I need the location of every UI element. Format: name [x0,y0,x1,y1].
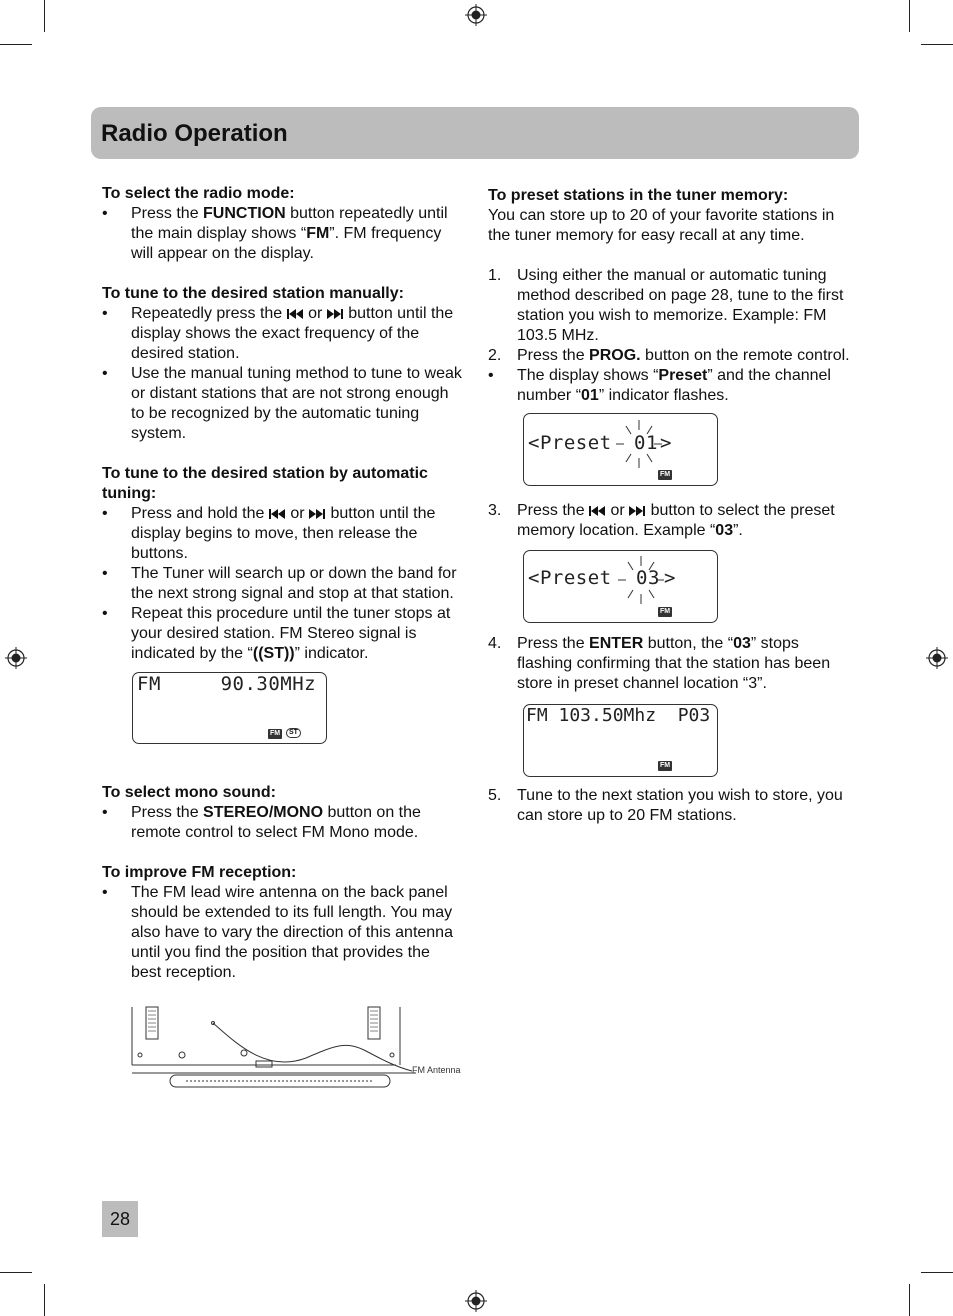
list-item: • The Tuner will search up or down the band for the next strong signal and stop at that station. [102,565,457,602]
skip-forward-icon [327,309,344,319]
list-item: • Press the FUNCTION button repeatedly until the main display shows “FM”. FM frequency will appear on the display. [102,205,448,262]
skip-forward-icon [629,506,646,516]
page-number: 28 [102,1201,138,1237]
right-column [488,184,850,826]
crop-mark [0,1272,32,1273]
lcd-text: FM 103.50Mhz P03 [526,705,711,726]
step-3: 3. Press the or button to select the preset memory location. Example “03”. [488,502,835,539]
section-heading: To improve FM reception: [102,864,297,881]
lcd-text: > [660,432,672,454]
skip-back-icon [589,506,606,516]
skip-forward-icon [309,509,326,519]
lcd-display-preset-03 [523,550,718,623]
crop-mark [44,0,45,32]
lcd-display-fm [132,672,327,744]
crop-mark [921,44,953,45]
section-heading: To preset stations in the tuner memory: [488,187,789,204]
lcd-text: <Preset [528,432,612,454]
registration-mark-icon [465,4,487,26]
antenna-label: FM Antenna [412,1065,461,1075]
page-title: Radio Operation [101,120,288,147]
step-4: 4. Press the ENTER button, the “03” stops flashing confirming that the station has been store in preset channel location “3”. [488,635,831,692]
crop-mark [909,1284,910,1316]
fm-indicator: FM [660,762,671,769]
skip-back-icon [287,309,304,319]
list-item: • The FM lead wire antenna on the back panel should be extended to its full length. You may also have to vary the direction of this antenna until you find the position that provides the best reception. [102,884,453,981]
lcd-text: <Preset [528,567,612,589]
stereo-indicator: ST [286,728,301,738]
lcd-channel-number: 01 [634,432,658,454]
registration-mark-icon [926,647,948,669]
lcd-text: > [664,567,676,589]
list-item: • Press and hold the or button until the display begins to move, then release the buttons. [102,505,436,562]
lcd-channel-number: 03 [636,567,660,589]
crop-mark [921,1272,953,1273]
antenna-illustration [126,1003,464,1098]
section-heading: To tune to the desired station by automatic tuning: [102,465,428,502]
crop-mark [44,1284,45,1316]
crop-mark [909,0,910,32]
left-column [102,184,464,983]
step-2: 2. Press the PROG. button on the remote control. [488,347,850,364]
registration-mark-icon [5,647,27,669]
lcd-display-preset-01 [523,413,718,486]
section-heading: To select the radio mode: [102,185,295,202]
list-item: • Press the STEREO/MONO button on the remote control to select FM Mono mode. [102,804,421,841]
section-heading: To select mono sound: [102,784,276,801]
step-5: 5. Tune to the next station you wish to store, you can store up to 20 FM stations. [488,787,843,824]
crop-mark [0,44,32,45]
lcd-display-stored [523,704,718,777]
fm-indicator: FM [270,730,281,737]
intro-paragraph: You can store up to 20 of your favorite stations in the tuner memory for easy recall at any time. [488,207,835,244]
registration-mark-icon [465,1290,487,1312]
list-item: • Repeatedly press the or button until the display shows the exact frequency of the desired station. [102,305,454,362]
skip-back-icon [269,509,286,519]
list-item: • Use the manual tuning method to tune to weak or distant stations that are not strong enough to be recognized by the automatic tuning system. [102,365,462,442]
list-item: • The display shows “Preset” and the channel number “01” indicator flashes. [488,367,831,404]
lcd-text: FM 90.30MHz [137,673,317,695]
step-1: 1. Using either the manual or automatic tuning method described on page 28, tune to the first station you wish to memorize. Example: FM 103.5 MHz. [488,267,844,344]
section-header [91,107,859,159]
section-heading: To tune to the desired station manually: [102,285,404,302]
fm-indicator: FM [660,471,671,478]
list-item: • Repeat this procedure until the tuner stops at your desired station. FM Stereo signal is indicated by the “((ST))” indicator. [102,605,451,662]
fm-indicator: FM [660,608,671,615]
